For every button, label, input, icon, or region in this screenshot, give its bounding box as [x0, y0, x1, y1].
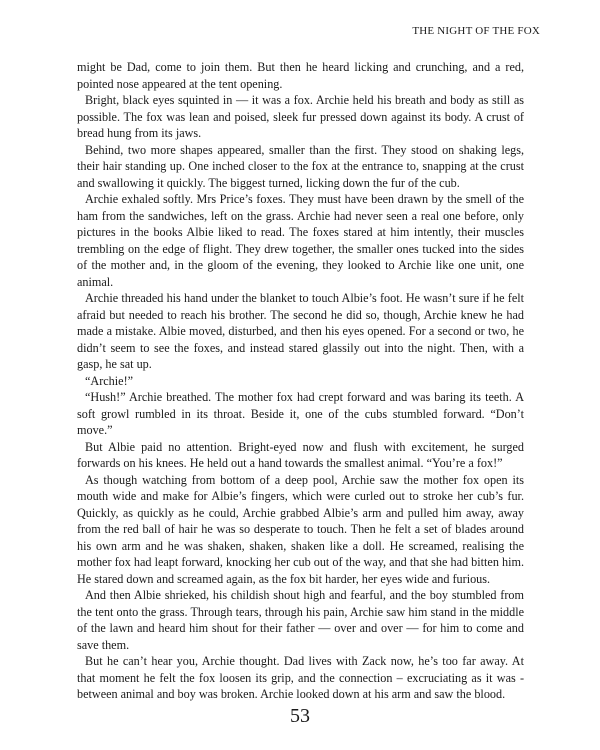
paragraph: “Archie!”	[85, 373, 134, 388]
body-text	[77, 59, 524, 703]
paragraph: Archie threaded his hand under the blanket to touch Albie’s foot. He wasn’t sure if he felt afraid but needed to reach his brother. The second he did so, though, Archie knew he had made a mistake. Albie moved, disturbed, and then his eyes opened. For a second or two, he didn’t seem to see the foxes, and instead stared glassily out into the night. Then, with a gasp, he sat up.	[77, 291, 524, 371]
paragraph: might be Dad, come to join them. But then he heard licking and crunching, and a red, pointed nose appeared at the tent opening.	[77, 60, 524, 91]
paragraph: “Hush!” Archie breathed. The mother fox had crept forward and was baring its teeth. A soft growl rumbled in its throat. Beside it, one of the cubs stumbled forward. “Don’t move.”	[77, 390, 524, 437]
paragraph: But Albie paid no attention. Bright-eyed now and flush with excitement, he surged forwards on his knees. He held out a hand towards the smallest animal. “You’re a fox!”	[77, 439, 524, 470]
paragraph: Behind, two more shapes appeared, smaller than the first. They stood on shaking legs, their hair standing up. One inched closer to the fox at the entrance to, snapping at the crust and swallowing it quickly. The biggest turned, licking down the fur of the cub.	[77, 142, 524, 190]
paragraph: Bright, black eyes squinted in — it was a fox. Archie held his breath and body as still as possible. The fox was lean and poised, sleek fur pressed down against its body. A crust of bread hung from its jaws.	[77, 93, 524, 140]
page-number: 53	[290, 705, 310, 727]
paragraph: But he can’t hear you, Archie thought. Dad lives with Zack now, he’s too far away. At that moment he felt the fox loosen its grip, and the connection – excruciating as it was - between animal and boy was broken. Archie looked down at his arm and saw the blood.	[77, 654, 524, 701]
paragraph: And then Albie shrieked, his childish shout high and fearful, and the boy stumbled from the tent onto the grass. Through tears, through his pain, Archie saw him stand in the middle of the lawn and heard him shout for their father — over and over — for him to come and save them.	[77, 588, 524, 652]
running-header-title: THE NIGHT OF THE FOX	[412, 25, 540, 37]
paragraph: As though watching from bottom of a deep pool, Archie saw the mother fox open its mouth wide and make for Albie’s fingers, which were curled out to stroke her cub’s fur. Quickly, as quickly as he could, Archie grabbed Albie’s arm and pulled him away, away from the red ball of hair he was so desperate to touch. Then he felt a set of blades around his own arm and he was shaken, shaken, shaken like a doll. He screamed, realising the mother fox had leapt forward, knocking her cub out of the way, and that she had bitten him. He stared down and screamed again, as the fox bit harder, her eyes wide and furious.	[77, 472, 524, 586]
paragraph: Archie exhaled softly. Mrs Price’s foxes. They must have been drawn by the smell of the ham from the sandwiches, left on the grass. Archie had never seen a real one before, only pictures in the books Albie liked to read. The foxes stared at him intently, their muscles trembling on the edge of flight. They drew together, the smaller ones tucked into the sides of the mother and, in the gloom of the evening, they looked to Archie like one unit, one animal.	[77, 192, 524, 289]
